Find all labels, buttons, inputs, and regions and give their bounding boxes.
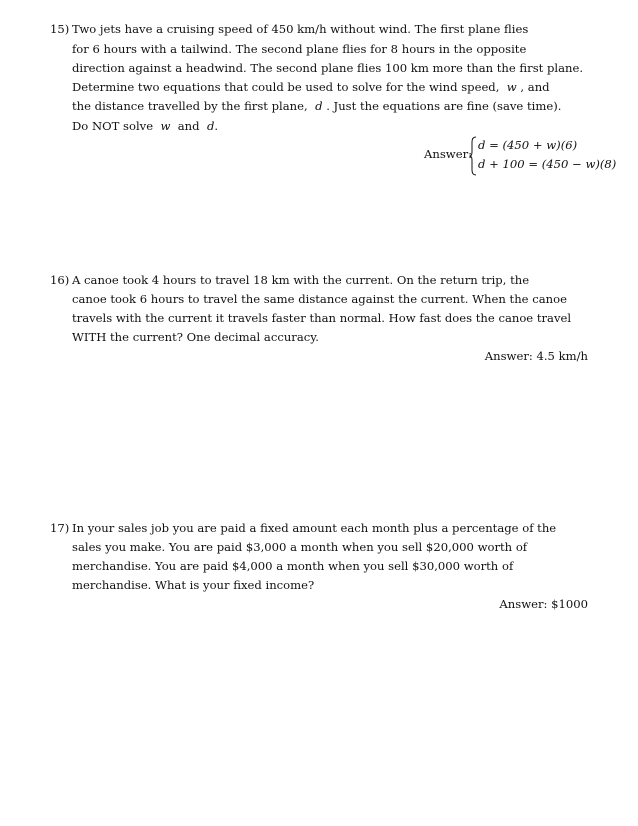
- problem-text-line: In your sales job you are paid a fixed amount each month plus a percentage of the: [72, 521, 557, 535]
- equation-2: d + 100 = (450 − w)(8): [478, 157, 617, 171]
- problem-text-line: direction against a headwind. The second plane flies 100 km more than the first plane.: [72, 61, 584, 75]
- left-brace-icon: [469, 136, 477, 176]
- problem-text-line: [72, 99, 561, 113]
- problem-text-line: WITH the current? One decimal accuracy.: [72, 330, 319, 344]
- problem-text-line: Two jets have a cruising speed of 450 km/h without wind. The first plane flies: [72, 22, 529, 36]
- problem-text-line: [72, 119, 218, 133]
- problem-text-line: A canoe took 4 hours to travel 18 km with the current. On the return trip, the: [72, 273, 530, 287]
- problem-number: 15): [50, 22, 70, 36]
- text-segment: the distance travelled by the first plane,: [72, 99, 308, 113]
- text-segment: Determine two equations that could be used to solve for the wind speed,: [72, 80, 500, 94]
- answer: Answer: 4.5 km/h: [484, 349, 588, 363]
- answer: Answer: $1000: [499, 597, 588, 611]
- answer-label: Answer:: [424, 147, 473, 161]
- problem-text-line: for 6 hours with a tailwind. The second plane flies for 8 hours in the opposite: [72, 42, 527, 56]
- problem-text-line: merchandise. What is your fixed income?: [72, 578, 315, 592]
- variable-w: w: [506, 80, 517, 94]
- text-segment: , and: [520, 80, 550, 94]
- variable-d: d: [315, 99, 323, 113]
- text-segment: and: [177, 119, 200, 133]
- problem-text-line: sales you make. You are paid $3,000 a month when you sell $20,000 worth of: [72, 540, 528, 554]
- problem-text-line: merchandise. You are paid $4,000 a month when you sell $30,000 worth of: [72, 559, 514, 573]
- problem-text-line: [72, 80, 550, 94]
- problem-number: 16): [50, 273, 70, 287]
- problem-text-line: canoe took 6 hours to travel the same distance against the current. When the canoe: [72, 292, 567, 306]
- variable-d: d: [206, 119, 215, 133]
- text-segment: .: [214, 119, 219, 133]
- text-segment: Do NOT solve: [72, 119, 154, 133]
- variable-w: w: [160, 119, 171, 133]
- problem-number: 17): [50, 521, 70, 535]
- equation-1: d = (450 + w)(6): [478, 138, 578, 152]
- problem-text-line: travels with the current it travels faster than normal. How fast does the canoe travel: [72, 311, 572, 325]
- text-segment: . Just the equations are fine (save time).: [326, 99, 562, 113]
